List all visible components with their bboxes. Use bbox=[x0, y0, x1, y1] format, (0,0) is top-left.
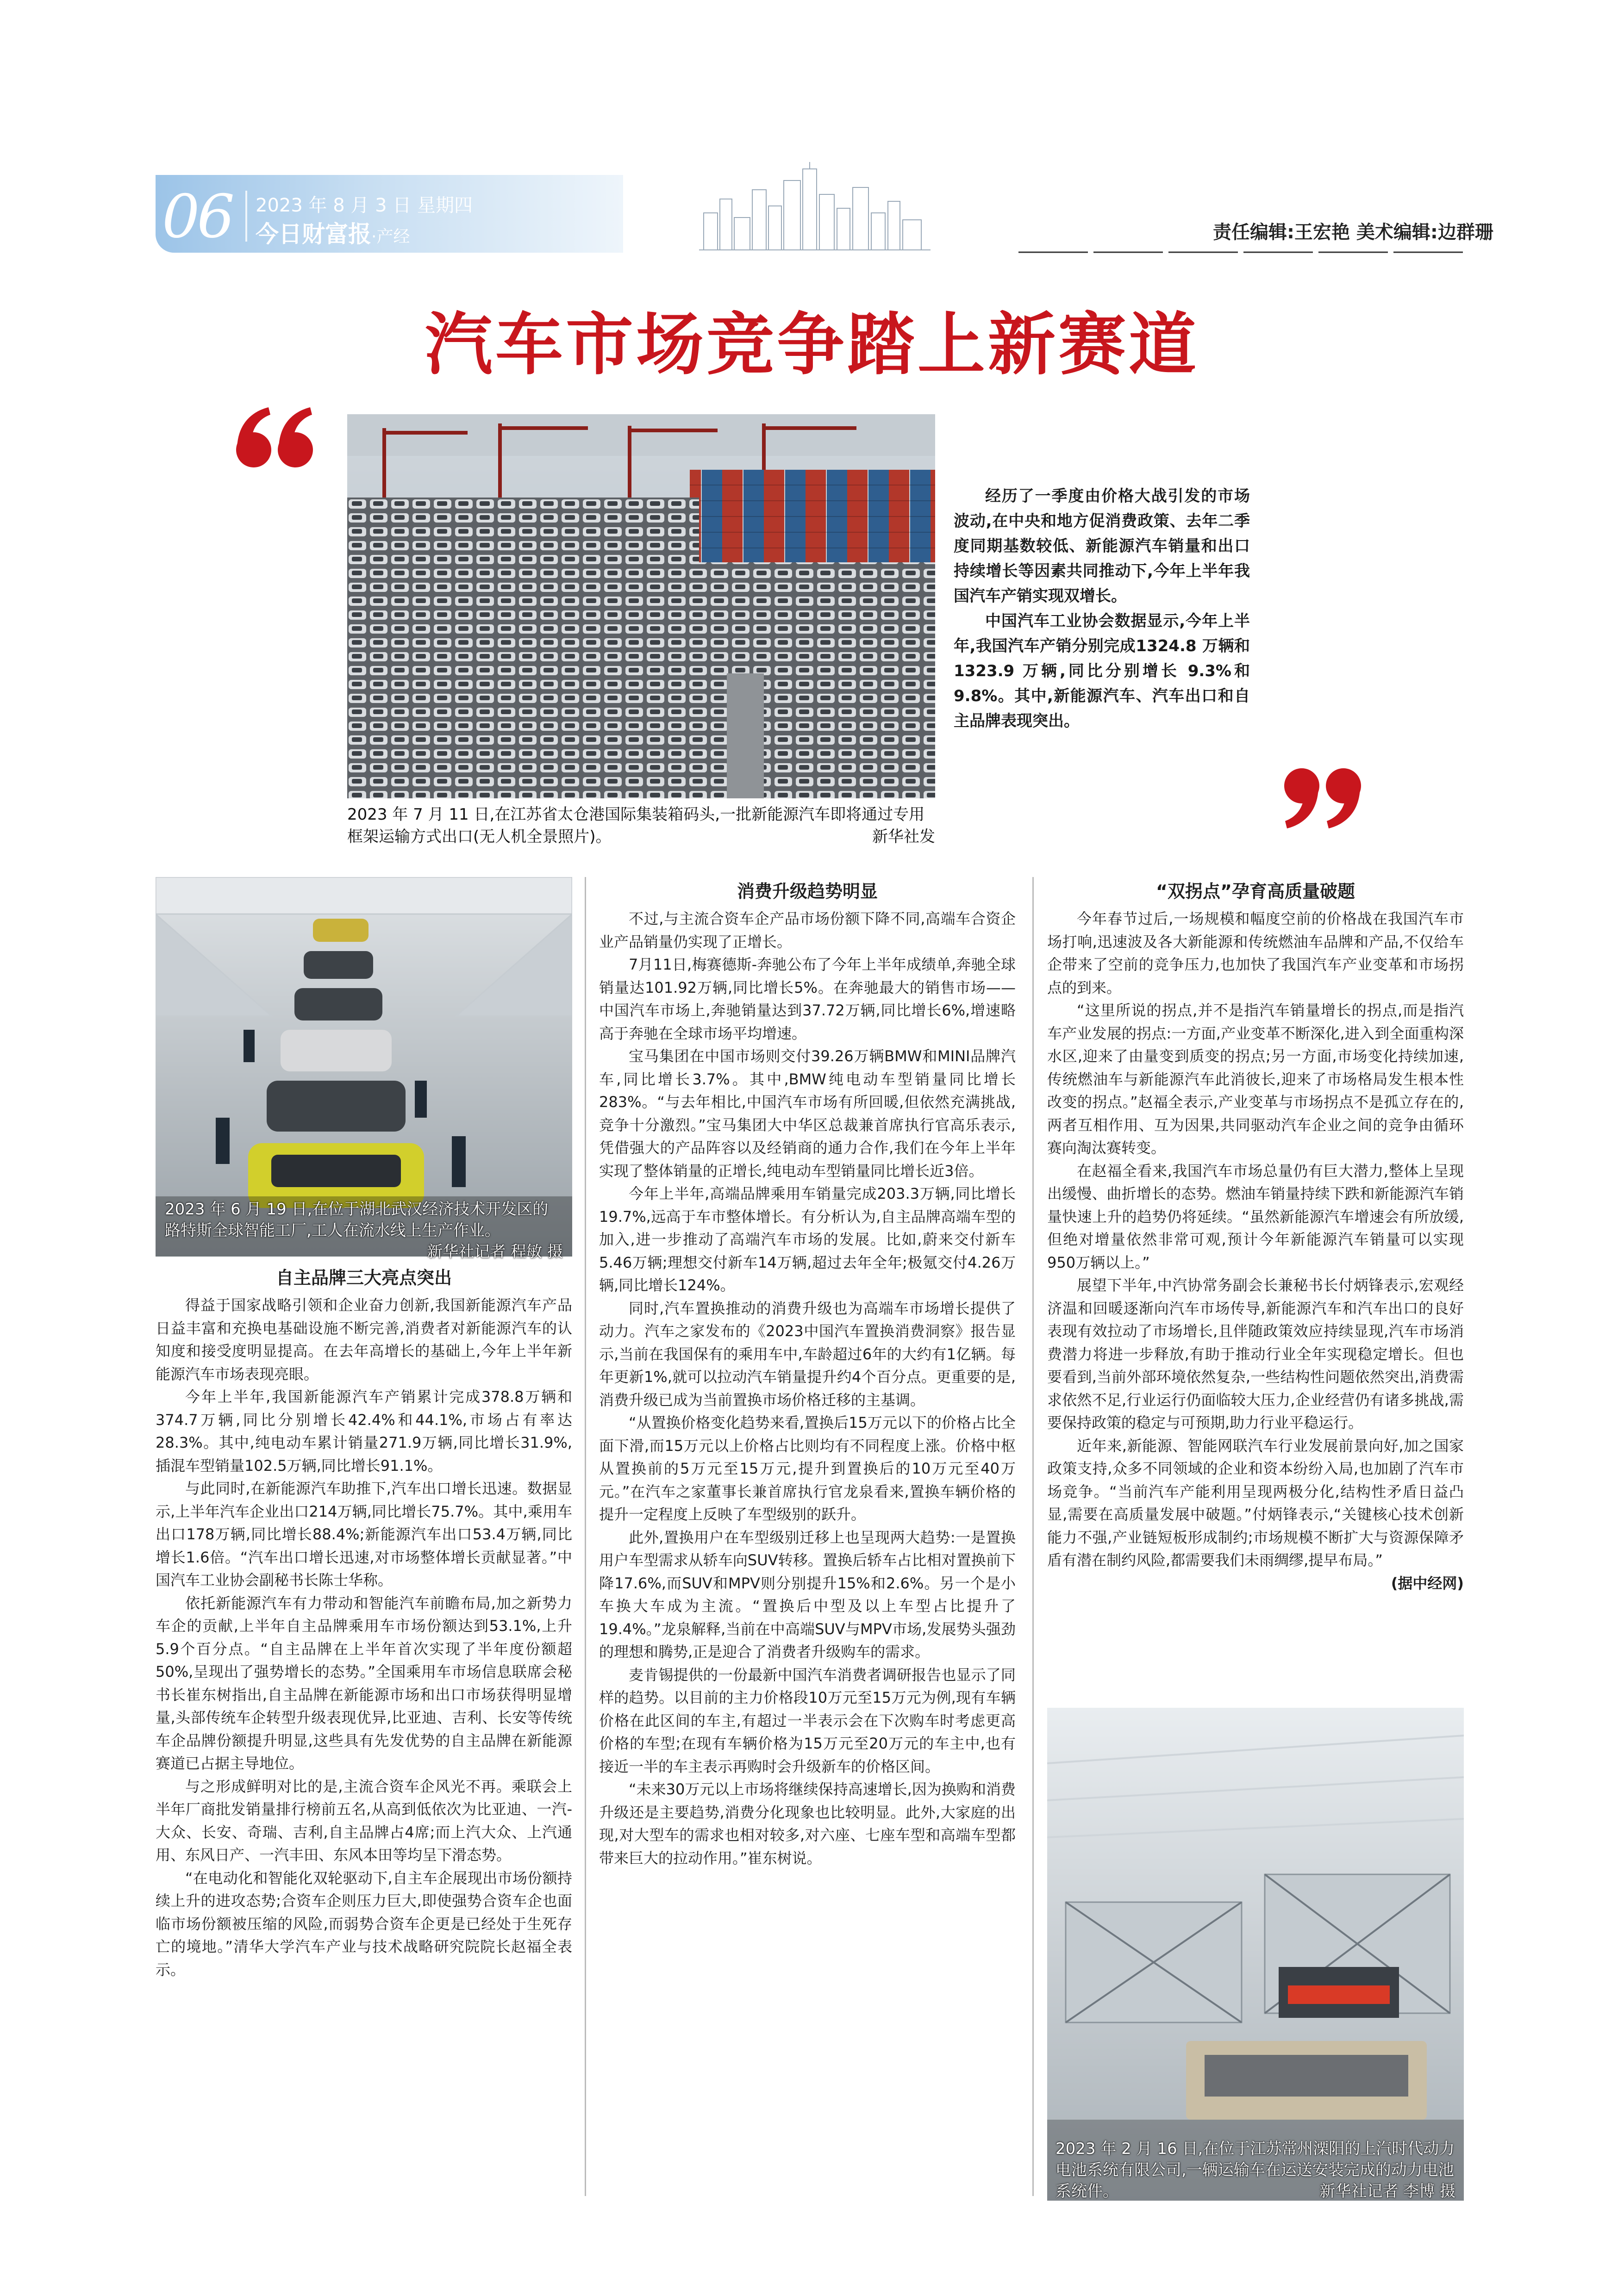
article-source: (据中经网) bbox=[1391, 1574, 1464, 1592]
header-rules bbox=[1018, 250, 1463, 255]
article-paragraph: “从置换价格变化趋势来看,置换后15万元以下的价格占比全面下滑,而15万元以上价格占比则均有不同程度上涨。价格中枢从置换前的5万元至15万元,提升到置换后的10万元至40万元。”在汽车之家董事长兼首席执行官龙泉看来,置换车辆价格的提升一定程度上反映了车型级别的跃升。 bbox=[599, 1414, 1016, 1523]
article-paragraph: 得益于国家战略引领和企业奋力创新,我国新能源汽车产品日益丰富和充换电基础设施不断完善,消费者对新能源汽车的认知度和接受度明显提高。在去年高增长的基础上,今年上半年新能源汽车市场表现亮眼。 bbox=[156, 1296, 572, 1383]
issue-date: 2023 年 8 月 3 日 星期四 bbox=[256, 195, 473, 216]
factory-caption-credit: 新华社记者 程敏 摄 bbox=[427, 1243, 563, 1261]
battery-caption-text: 2023 年 2 月 16 日,在位于江苏常州溧阳的上汽时代动力电池系统有限公司,一辆运输车在运送安装完成的动力电池系统件。 bbox=[1056, 2140, 1455, 2201]
article-paragraph: 与此同时,在新能源汽车助推下,汽车出口增长迅速。数据显示,上半年汽车企业出口214万辆,同比增长75.7%。其中,乘用车出口178万辆,同比增长88.4%;新能源汽车出口53.4万辆,同比增长1.6倍。“汽车出口增长迅速,对市场整体增长贡献显著。”中国汽车工业协会副秘书长陈士华称。 bbox=[156, 1480, 572, 1589]
intro-paragraph: 中国汽车工业协会数据显示,今年上半年,我国汽车产销分别完成1324.8 万辆和 1323.9 万辆,同比分别增长 9.3%和 9.8%。其中,新能源汽车、汽车出口和自主品牌表现突出。 bbox=[954, 612, 1250, 730]
article-paragraph: 此外,置换用户在车型级别迁移上也呈现两大趋势:一是置换用户车型需求从轿车向SUV转移。置换后轿车占比相对置换前下降17.6%,而SUV和MPV则分别提升15%和2.6%。另一个是小车换大车成为主流。“置换后中型及以上车型占比提升了19.4%。”龙泉解释,当前在中高端SUV与MPV市场,发展势头强劲的理想和腾势,正是迎合了消费者升级购车的需求。 bbox=[599, 1528, 1016, 1661]
page-number: 06 bbox=[162, 182, 232, 251]
article-paragraph: “这里所说的拐点,并不是指汽车销量增长的拐点,而是指汽车产业发展的拐点:一方面,产业变革不断深化,进入到全面重构深水区,迎来了由量变到质变的拐点;另一方面,市场变化持续加速,传统燃油车与新能源汽车此消彼长,迎来了市场格局发生根本性改变的拐点。”赵福全表示,产业变革与市场拐点不是孤立存在的,两者互相作用、互为因果,共同驱动汽车企业之间的竞争由循环赛向淘汰赛转变。 bbox=[1047, 1002, 1464, 1157]
article-paragraph: 今年上半年,高端品牌乘用车销量完成203.3万辆,同比增长19.7%,远高于车市整体增长。有分析认为,自主品牌高端车型的加入,进一步推动了高端汽车市场的发展。比如,蔚来交付新车5.46万辆;理想交付新车14万辆,超过去年全年;极氪交付4.26万辆,同比增长124%。 bbox=[599, 1185, 1016, 1294]
battery-caption-credit: 新华社记者 李博 摄 bbox=[1319, 2182, 1455, 2201]
article-paragraph: 同时,汽车置换推动的消费升级也为高端车市场增长提供了动力。汽车之家发布的《2023中国汽车置换消费洞察》报告显示,当前在我国保有的乘用车中,车龄超过6年的大约有1亿辆。每年更新1%,就可以拉动汽车销量提升约4个百分点。更重要的是,消费升级已成为当前置换市场价格迁移的主基调。 bbox=[599, 1299, 1016, 1409]
battery-photo-caption bbox=[1056, 2138, 1455, 2202]
article-paragraph: 麦肯锡提供的一份最新中国汽车消费者调研报告也显示了同样的趋势。以目前的主力价格段10万元至15万元为例,现有车辆价格在此区间的车主,有超过一半表示会在下次购车时考虑更高价格的车型;在现有车辆价格为15万元至20万元的车主中,也有接近一半的车主表示再购时会升级新车的价格区间。 bbox=[599, 1666, 1016, 1775]
port-photo-caption bbox=[347, 803, 935, 848]
section-consumption-upgrade bbox=[599, 877, 1016, 1870]
article-paragraph: 依托新能源汽车有力带动和智能汽车前瞻布局,加之新势力车企的贡献,上半年自主品牌乘用车市场份额达到53.1%,上升5.9个百分点。“自主品牌在上半年首次实现了半年度份额超50%,呈现出了强势增长的态势。”全国乘用车市场信息联席会秘书长崔东树指出,自主品牌在新能源市场和出口市场获得明显增量,头部传统车企转型升级表现优异,比亚迪、吉利、长安等传统车企品牌份额提升明显,这些具有先发优势的自主品牌在新能源赛道已占据主导地位。 bbox=[156, 1594, 572, 1772]
article-paragraph: 不过,与主流合资车企产品市场份额下降不同,高端车合资企业产品销量仍实现了正增长。 bbox=[599, 910, 1016, 951]
skyline-illustration bbox=[699, 162, 931, 255]
paper-name bbox=[256, 216, 410, 249]
article-paragraph: 7月11日,梅赛德斯-奔驰公布了今年上半年成绩单,奔驰全球销量达101.92万辆,同比增长5%。在奔驰最大的销售市场——中国汽车市场上,奔驰销量达到37.72万辆,同比增长6%,增速略高于奔驰在全球市场平均增速。 bbox=[599, 956, 1016, 1042]
article-paragraph: 近年来,新能源、智能网联汽车行业发展前景向好,加之国家政策支持,众多不同领域的企业和资本纷纷入局,也加剧了汽车市场竞争。“当前汽车产能利用呈现两极分化,结构性矛盾日益凸显,需要在高质量发展中破题。”付炳锋表示,“关键核心技术创新能力不强,产业链短板形成制约;市场规模不断扩大与资源保障矛盾有潜在制约风险,都需要我们未雨绸缪,提早布局。” bbox=[1047, 1437, 1464, 1569]
article-paragraph: “在电动化和智能化双轮驱动下,自主车企展现出市场份额持续上升的进攻态势;合资车企则压力巨大,即使强势合资车企也面临市场份额被压缩的风险,而弱势合资车企更是已经处于生死存亡的境地。”清华大学汽车产业与技术战略研究院院长赵福全表示。 bbox=[156, 1869, 572, 1979]
masthead-divider bbox=[245, 191, 247, 242]
main-headline: 汽车市场竞争踏上新赛道 bbox=[425, 305, 1199, 384]
article-paragraph: 宝马集团在中国市场则交付39.26万辆BMW和MINI品牌汽车,同比增长3.7%。其中,BMW纯电动车型销量同比增长283%。“与去年相比,中国汽车市场有所回暖,但依然充满挑战,竞争十分激烈。”宝马集团大中华区总裁兼首席执行官高乐表示,凭借强大的产品阵容以及经销商的通力合作,我们在今年上半年实现了整体销量的正增长,纯电动车型销量同比增长近3倍。 bbox=[599, 1047, 1016, 1180]
battery-plant-photo bbox=[1047, 1708, 1464, 2201]
column-divider bbox=[585, 877, 586, 2196]
section-double-inflection bbox=[1047, 877, 1464, 1595]
article-paragraph: “未来30万元以上市场将继续保持高速增长,因为换购和消费升级还是主要趋势,消费分化现象也比较明显。此外,大家庭的出现,对大型车的需求也相对较多,对六座、七座车型和高端车型都带来巨大的拉动作用。”崔东树说。 bbox=[599, 1780, 1016, 1867]
factory-caption-text: 2023 年 6 月 19 日,在位于湖北武汉经济技术开发区的路特斯全球智能工厂,工人在流水线上生产作业。 bbox=[165, 1200, 549, 1240]
article-paragraph: 展望下半年,中汽协常务副会长兼秘书长付炳锋表示,宏观经济温和回暖逐渐向汽车市场传导,新能源汽车和汽车出口的良好表现有效拉动了市场增长,且伴随政策效应持续显现,汽车市场消费潜力将进一步释放,有助于推动行业全年实现稳定增长。但也要看到,当前外部环境依然复杂,一些结构性问题依然突出,消费需求依然不足,行业运行仍面临较大压力,企业经营仍有诸多挑战,需要保持政策的稳定与可预期,助力行业平稳运行。 bbox=[1047, 1276, 1464, 1431]
article-paragraph: 与之形成鲜明对比的是,主流合资车企风光不再。乘联会上半年厂商批发销量排行榜前五名,从高到低依次为比亚迪、一汽-大众、长安、奇瑞、吉利,自主品牌占4席;而上汽大众、上汽通用、东风日产、一汽丰田、东风本田等均呈下滑态势。 bbox=[156, 1777, 572, 1864]
section-name: 产经 bbox=[376, 227, 410, 246]
editor-credits: 责任编辑:王宏艳 美术编辑:边群珊 bbox=[1213, 222, 1493, 243]
article-paragraph: 今年春节过后,一场规模和幅度空前的价格战在我国汽车市场打响,迅速波及各大新能源和传统燃油车品牌和产品,不仅给车企带来了空前的竞争压力,也加快了我国汽车产业变革和市场拐点的到来。 bbox=[1047, 910, 1464, 996]
section-title: “双拐点”孕育高质量破题 bbox=[1156, 881, 1355, 902]
lead-intro bbox=[954, 484, 1250, 734]
section-dot: · bbox=[371, 227, 377, 246]
section-own-brands bbox=[156, 1263, 572, 1981]
open-quote-icon bbox=[231, 407, 315, 472]
paper-title: 今日财富报 bbox=[256, 221, 371, 248]
port-photo bbox=[347, 414, 935, 798]
article-paragraph: 在赵福全看来,我国汽车市场总量仍有巨大潜力,整体上呈现出缓慢、曲折增长的态势。燃油车销量持续下跌和新能源汽车销量快速上升的趋势仍将延续。“虽然新能源汽车增速会有所放缓,但绝对增量依然非常可观,预计今年新能源汽车销量可以实现950万辆以上。” bbox=[1047, 1162, 1464, 1271]
intro-paragraph: 经历了一季度由价格大战引发的市场波动,在中央和地方促消费政策、去年二季度同期基数较低、新能源汽车销量和出口持续增长等因素共同推动下,今年上半年我国汽车产销实现双增长。 bbox=[954, 487, 1250, 605]
factory-photo-caption bbox=[165, 1199, 563, 1263]
section-title: 自主品牌三大亮点突出 bbox=[275, 1268, 452, 1288]
column-divider bbox=[1032, 877, 1034, 2196]
close-quote-icon bbox=[1282, 764, 1366, 828]
section-title: 消费升级趋势明显 bbox=[737, 881, 878, 902]
article-paragraph: 今年上半年,我国新能源汽车产销累计完成378.8万辆和374.7万辆,同比分别增长42.4%和44.1%,市场占有率达28.3%。其中,纯电动车累计销量271.9万辆,同比增长31.9%,插混车型销量102.5万辆,同比增长91.1%。 bbox=[156, 1388, 572, 1475]
port-caption-credit: 新华社发 bbox=[872, 828, 935, 846]
port-caption-text: 2023 年 7 月 11 日,在江苏省太仓港国际集装箱码头,一批新能源汽车即将通过专用框架运输方式出口(无人机全景照片)。 bbox=[347, 805, 925, 846]
